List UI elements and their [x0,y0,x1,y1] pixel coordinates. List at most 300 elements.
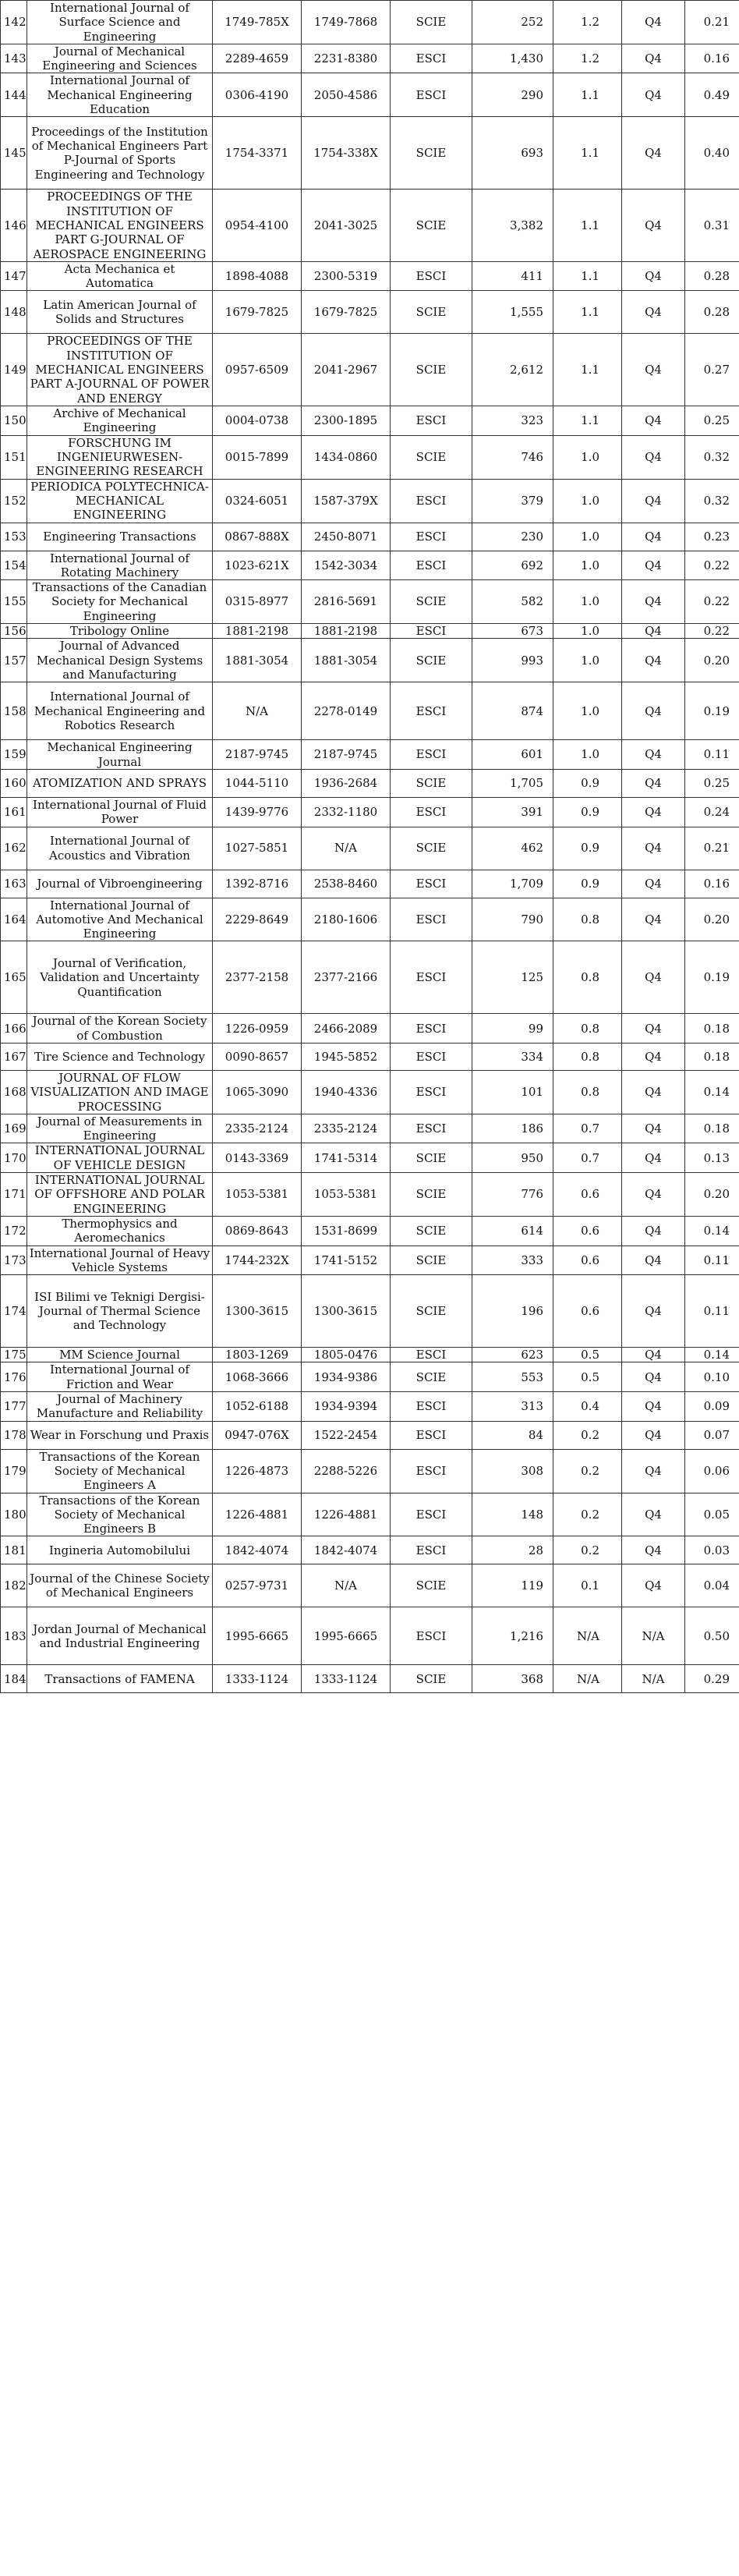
journal-title-cell: Journal of the Chinese Society of Mechanical Engineers [27,1564,213,1607]
percentile-cell: 0.11 [685,1245,739,1275]
index-cell: SCIE [391,1,472,44]
issn-cell: 1068-3666 [213,1362,302,1392]
rank-cell: 161 [1,797,27,827]
table-row [1,769,739,797]
citations-cell: 84 [472,1421,553,1449]
rank-cell: 166 [1,1014,27,1044]
rank-cell: 146 [1,190,27,261]
journal-title-cell: Ingineria Automobilului [27,1536,213,1564]
quartile-cell: Q4 [622,1173,685,1217]
journal-title-cell: Thermophysics and Aeromechanics [27,1216,213,1245]
quartile-cell: Q4 [622,624,685,639]
citations-cell: 334 [472,1043,553,1070]
impact-factor-cell: 0.8 [553,898,622,941]
percentile-cell: 0.25 [685,406,739,435]
percentile-cell: 0.14 [685,1216,739,1245]
quartile-cell: Q4 [622,941,685,1014]
citations-cell: 582 [472,580,553,624]
rank-cell: 169 [1,1114,27,1143]
eissn-cell: 1805-0476 [302,1348,391,1362]
table-row [1,190,739,261]
journal-title-cell: Transactions of the Canadian Society for Mechanical Engineering [27,580,213,624]
percentile-cell: 0.28 [685,261,739,291]
citations-cell: 101 [472,1070,553,1114]
impact-factor-cell: 1.0 [553,682,622,740]
table-row [1,1348,739,1362]
rank-cell: 143 [1,44,27,73]
percentile-cell: 0.18 [685,1114,739,1143]
eissn-cell: 1754-338X [302,117,391,190]
rank-cell: 155 [1,580,27,624]
issn-cell: 1052-6188 [213,1392,302,1422]
percentile-cell: 0.16 [685,870,739,898]
index-cell: ESCI [391,797,472,827]
quartile-cell: Q4 [622,1536,685,1564]
percentile-cell: 0.21 [685,1,739,44]
impact-factor-cell: 1.1 [553,190,622,261]
citations-cell: 411 [472,261,553,291]
rank-cell: 163 [1,870,27,898]
percentile-cell: 0.24 [685,797,739,827]
citations-cell: 623 [472,1348,553,1362]
impact-factor-cell: 1.0 [553,624,622,639]
issn-cell: 0954-4100 [213,190,302,261]
quartile-cell: Q4 [622,1070,685,1114]
impact-factor-cell: 0.5 [553,1348,622,1362]
citations-cell: 333 [472,1245,553,1275]
index-cell: ESCI [391,551,472,580]
journal-title-cell: Tribology Online [27,624,213,639]
quartile-cell: Q4 [622,1275,685,1348]
eissn-cell: 2377-2166 [302,941,391,1014]
eissn-cell: 2300-5319 [302,261,391,291]
quartile-cell: Q4 [622,1143,685,1173]
quartile-cell: Q4 [622,898,685,941]
eissn-cell: N/A [302,1564,391,1607]
rank-cell: 151 [1,435,27,479]
table-row [1,261,739,291]
quartile-cell: Q4 [622,1449,685,1493]
eissn-cell: 1945-5852 [302,1043,391,1070]
quartile-cell: Q4 [622,797,685,827]
table-row [1,797,739,827]
percentile-cell: 0.18 [685,1014,739,1044]
citations-cell: 313 [472,1392,553,1422]
eissn-cell: 1434-0860 [302,435,391,479]
eissn-cell: 1333-1124 [302,1665,391,1693]
table-row [1,73,739,117]
percentile-cell: 0.18 [685,1043,739,1070]
table-body [1,1,739,1693]
issn-cell: 2187-9745 [213,740,302,770]
table-row [1,334,739,406]
index-cell: SCIE [391,1362,472,1392]
impact-factor-cell: 1.0 [553,551,622,580]
index-cell: SCIE [391,1245,472,1275]
quartile-cell: Q4 [622,1043,685,1070]
impact-factor-cell: 0.7 [553,1114,622,1143]
impact-factor-cell: 1.2 [553,44,622,73]
citations-cell: 874 [472,682,553,740]
citations-cell: 252 [472,1,553,44]
index-cell: ESCI [391,406,472,435]
issn-cell: 1898-4088 [213,261,302,291]
citations-cell: 993 [472,639,553,682]
impact-factor-cell: 1.0 [553,435,622,479]
citations-cell: 790 [472,898,553,941]
impact-factor-cell: 0.6 [553,1275,622,1348]
index-cell: ESCI [391,624,472,639]
issn-cell: 1226-0959 [213,1014,302,1044]
journal-title-cell: Archive of Mechanical Engineering [27,406,213,435]
rank-cell: 160 [1,769,27,797]
table-row [1,1493,739,1536]
percentile-cell: 0.11 [685,1275,739,1348]
index-cell: SCIE [391,117,472,190]
table-row [1,44,739,73]
eissn-cell: 2180-1606 [302,898,391,941]
journal-title-cell: International Journal of Mechanical Engineering Education [27,73,213,117]
impact-factor-cell: 0.8 [553,941,622,1014]
journal-title-cell: INTERNATIONAL JOURNAL OF OFFSHORE AND POLAR ENGINEERING [27,1173,213,1217]
impact-factor-cell: 0.2 [553,1536,622,1564]
table-row [1,1536,739,1564]
quartile-cell: Q4 [622,1362,685,1392]
issn-cell: 1300-3615 [213,1275,302,1348]
citations-cell: 1,705 [472,769,553,797]
rank-cell: 180 [1,1493,27,1536]
rank-cell: 184 [1,1665,27,1693]
rank-cell: 158 [1,682,27,740]
rank-cell: 173 [1,1245,27,1275]
percentile-cell: 0.25 [685,769,739,797]
citations-cell: 3,382 [472,190,553,261]
impact-factor-cell: 0.4 [553,1392,622,1422]
journal-title-cell: ATOMIZATION AND SPRAYS [27,769,213,797]
index-cell: ESCI [391,1449,472,1493]
index-cell: ESCI [391,1493,472,1536]
table-row [1,1143,739,1173]
quartile-cell: Q4 [622,1114,685,1143]
index-cell: SCIE [391,1216,472,1245]
quartile-cell: Q4 [622,435,685,479]
citations-cell: 379 [472,479,553,523]
rank-cell: 172 [1,1216,27,1245]
eissn-cell: 1300-3615 [302,1275,391,1348]
table-row [1,291,739,334]
impact-factor-cell: 0.2 [553,1449,622,1493]
eissn-cell: 1679-7825 [302,291,391,334]
quartile-cell: Q4 [622,479,685,523]
issn-cell: 1679-7825 [213,291,302,334]
citations-cell: 2,612 [472,334,553,406]
eissn-cell: 1936-2684 [302,769,391,797]
quartile-cell: Q4 [622,523,685,551]
issn-cell: 0004-0738 [213,406,302,435]
journal-title-cell: International Journal of Rotating Machinery [27,551,213,580]
journal-title-cell: ISI Bilimi ve Teknigi Dergisi-Journal of Thermal Science and Technology [27,1275,213,1348]
journal-title-cell: International Journal of Acoustics and Vibration [27,827,213,870]
rank-cell: 149 [1,334,27,406]
citations-cell: 1,555 [472,291,553,334]
journal-title-cell: Wear in Forschung und Praxis [27,1421,213,1449]
citations-cell: 1,216 [472,1607,553,1665]
index-cell: ESCI [391,1392,472,1422]
journal-title-cell: Transactions of the Korean Society of Mechanical Engineers A [27,1449,213,1493]
issn-cell: 0867-888X [213,523,302,551]
eissn-cell: 2231-8380 [302,44,391,73]
citations-cell: 368 [472,1665,553,1693]
impact-factor-cell: 1.0 [553,740,622,770]
table-row [1,1362,739,1392]
journal-title-cell: International Journal of Heavy Vehicle Systems [27,1245,213,1275]
issn-cell: 0257-9731 [213,1564,302,1607]
percentile-cell: 0.49 [685,73,739,117]
journal-title-cell: Journal of Machinery Manufacture and Reliability [27,1392,213,1422]
journal-title-cell: JOURNAL OF FLOW VISUALIZATION AND IMAGE PROCESSING [27,1070,213,1114]
index-cell: SCIE [391,291,472,334]
table-row [1,624,739,639]
percentile-cell: 0.14 [685,1070,739,1114]
citations-cell: 693 [472,117,553,190]
percentile-cell: 0.07 [685,1421,739,1449]
percentile-cell: 0.22 [685,551,739,580]
citations-cell: 673 [472,624,553,639]
citations-cell: 391 [472,797,553,827]
percentile-cell: 0.22 [685,580,739,624]
impact-factor-cell: 0.6 [553,1216,622,1245]
journal-title-cell: International Journal of Surface Science and Engineering [27,1,213,44]
quartile-cell: Q4 [622,870,685,898]
impact-factor-cell: 0.1 [553,1564,622,1607]
quartile-cell: Q4 [622,1493,685,1536]
impact-factor-cell: 1.0 [553,479,622,523]
rank-cell: 179 [1,1449,27,1493]
table-row [1,639,739,682]
table-row [1,1449,739,1493]
quartile-cell: Q4 [622,291,685,334]
index-cell: ESCI [391,870,472,898]
rank-cell: 157 [1,639,27,682]
citations-cell: 186 [472,1114,553,1143]
issn-cell: 1842-4074 [213,1536,302,1564]
issn-cell: 1027-5851 [213,827,302,870]
journal-title-cell: PROCEEDINGS OF THE INSTITUTION OF MECHANICAL ENGINEERS PART G-JOURNAL OF AEROSPACE ENGINEERING [27,190,213,261]
quartile-cell: Q4 [622,1421,685,1449]
journal-title-cell: Journal of Vibroengineering [27,870,213,898]
rank-cell: 153 [1,523,27,551]
eissn-cell: 1226-4881 [302,1493,391,1536]
impact-factor-cell: 1.0 [553,580,622,624]
quartile-cell: Q4 [622,1,685,44]
eissn-cell: 2278-0149 [302,682,391,740]
eissn-cell: 1749-7868 [302,1,391,44]
citations-cell: 323 [472,406,553,435]
rank-cell: 156 [1,624,27,639]
rank-cell: 181 [1,1536,27,1564]
impact-factor-cell: 1.0 [553,523,622,551]
index-cell: SCIE [391,580,472,624]
quartile-cell: Q4 [622,44,685,73]
quartile-cell: Q4 [622,551,685,580]
table-row [1,870,739,898]
impact-factor-cell: 0.2 [553,1421,622,1449]
quartile-cell: Q4 [622,73,685,117]
rank-cell: 182 [1,1564,27,1607]
citations-cell: 230 [472,523,553,551]
table-row [1,479,739,523]
table-row [1,580,739,624]
journal-title-cell: International Journal of Automotive And Mechanical Engineering [27,898,213,941]
rank-cell: 170 [1,1143,27,1173]
index-cell: ESCI [391,1114,472,1143]
index-cell: ESCI [391,1421,472,1449]
issn-cell: 1053-5381 [213,1173,302,1217]
issn-cell: 2335-2124 [213,1114,302,1143]
rank-cell: 171 [1,1173,27,1217]
table-row [1,1014,739,1044]
index-cell: ESCI [391,682,472,740]
index-cell: ESCI [391,1070,472,1114]
percentile-cell: 0.04 [685,1564,739,1607]
issn-cell: 1392-8716 [213,870,302,898]
journal-title-cell: International Journal of Mechanical Engineering and Robotics Research [27,682,213,740]
rank-cell: 165 [1,941,27,1014]
percentile-cell: 0.16 [685,44,739,73]
issn-cell: 1754-3371 [213,117,302,190]
index-cell: SCIE [391,1173,472,1217]
rank-cell: 162 [1,827,27,870]
issn-cell: 1995-6665 [213,1607,302,1665]
percentile-cell: 0.32 [685,479,739,523]
issn-cell: 0324-6051 [213,479,302,523]
eissn-cell: 1522-2454 [302,1421,391,1449]
quartile-cell: Q4 [622,334,685,406]
quartile-cell: Q4 [622,117,685,190]
rank-cell: 144 [1,73,27,117]
citations-cell: 290 [472,73,553,117]
table-row [1,1070,739,1114]
journal-title-cell: Tire Science and Technology [27,1043,213,1070]
journal-title-cell: Journal of Measurements in Engineering [27,1114,213,1143]
impact-factor-cell: 1.1 [553,291,622,334]
rank-cell: 168 [1,1070,27,1114]
index-cell: SCIE [391,1143,472,1173]
rank-cell: 154 [1,551,27,580]
table-row [1,740,739,770]
impact-factor-cell: 0.9 [553,827,622,870]
table-row [1,898,739,941]
rank-cell: 142 [1,1,27,44]
percentile-cell: 0.22 [685,624,739,639]
index-cell: ESCI [391,941,472,1014]
index-cell: ESCI [391,523,472,551]
journal-title-cell: Journal of the Korean Society of Combustion [27,1014,213,1044]
eissn-cell: 2288-5226 [302,1449,391,1493]
eissn-cell: 2187-9745 [302,740,391,770]
eissn-cell: 2332-1180 [302,797,391,827]
rank-cell: 152 [1,479,27,523]
citations-cell: 99 [472,1014,553,1044]
eissn-cell: 1842-4074 [302,1536,391,1564]
eissn-cell: 1542-3034 [302,551,391,580]
index-cell: SCIE [391,1564,472,1607]
table-row [1,1114,739,1143]
impact-factor-cell: 0.9 [553,797,622,827]
eissn-cell: 2335-2124 [302,1114,391,1143]
table-row [1,406,739,435]
eissn-cell: N/A [302,827,391,870]
issn-cell: 1881-2198 [213,624,302,639]
percentile-cell: 0.20 [685,639,739,682]
quartile-cell: Q4 [622,190,685,261]
index-cell: SCIE [391,769,472,797]
journal-title-cell: FORSCHUNG IM INGENIEURWESEN-ENGINEERING RESEARCH [27,435,213,479]
citations-cell: 119 [472,1564,553,1607]
issn-cell: 1744-232X [213,1245,302,1275]
issn-cell: 0306-4190 [213,73,302,117]
table-row [1,435,739,479]
issn-cell: 1881-3054 [213,639,302,682]
eissn-cell: 1741-5314 [302,1143,391,1173]
table-row [1,1216,739,1245]
impact-factor-cell: 1.2 [553,1,622,44]
citations-cell: 776 [472,1173,553,1217]
eissn-cell: 2300-1895 [302,406,391,435]
percentile-cell: 0.14 [685,1348,739,1362]
eissn-cell: 2041-2967 [302,334,391,406]
rank-cell: 145 [1,117,27,190]
eissn-cell: 2816-5691 [302,580,391,624]
issn-cell: 0143-3369 [213,1143,302,1173]
rank-cell: 175 [1,1348,27,1362]
eissn-cell: 1934-9394 [302,1392,391,1422]
eissn-cell: 2466-2089 [302,1014,391,1044]
eissn-cell: 1531-8699 [302,1216,391,1245]
impact-factor-cell: 0.8 [553,1014,622,1044]
quartile-cell: Q4 [622,1245,685,1275]
percentile-cell: 0.05 [685,1493,739,1536]
journal-title-cell: Journal of Mechanical Engineering and Sciences [27,44,213,73]
eissn-cell: 1995-6665 [302,1607,391,1665]
table-row [1,827,739,870]
citations-cell: 462 [472,827,553,870]
journal-title-cell: Latin American Journal of Solids and Structures [27,291,213,334]
quartile-cell: Q4 [622,1348,685,1362]
index-cell: SCIE [391,1665,472,1693]
index-cell: ESCI [391,479,472,523]
impact-factor-cell: 1.1 [553,406,622,435]
issn-cell: 0957-6509 [213,334,302,406]
quartile-cell: Q4 [622,1216,685,1245]
rank-cell: 159 [1,740,27,770]
citations-cell: 692 [472,551,553,580]
citations-cell: 1,430 [472,44,553,73]
impact-factor-cell: 0.2 [553,1493,622,1536]
citations-cell: 553 [472,1362,553,1392]
percentile-cell: 0.20 [685,898,739,941]
quartile-cell: Q4 [622,1392,685,1422]
rank-cell: 148 [1,291,27,334]
percentile-cell: 0.28 [685,291,739,334]
impact-factor-cell: 1.1 [553,334,622,406]
table-row [1,1245,739,1275]
percentile-cell: 0.32 [685,435,739,479]
percentile-cell: 0.20 [685,1173,739,1217]
issn-cell: 1803-1269 [213,1348,302,1362]
index-cell: ESCI [391,1014,472,1044]
percentile-cell: 0.13 [685,1143,739,1173]
